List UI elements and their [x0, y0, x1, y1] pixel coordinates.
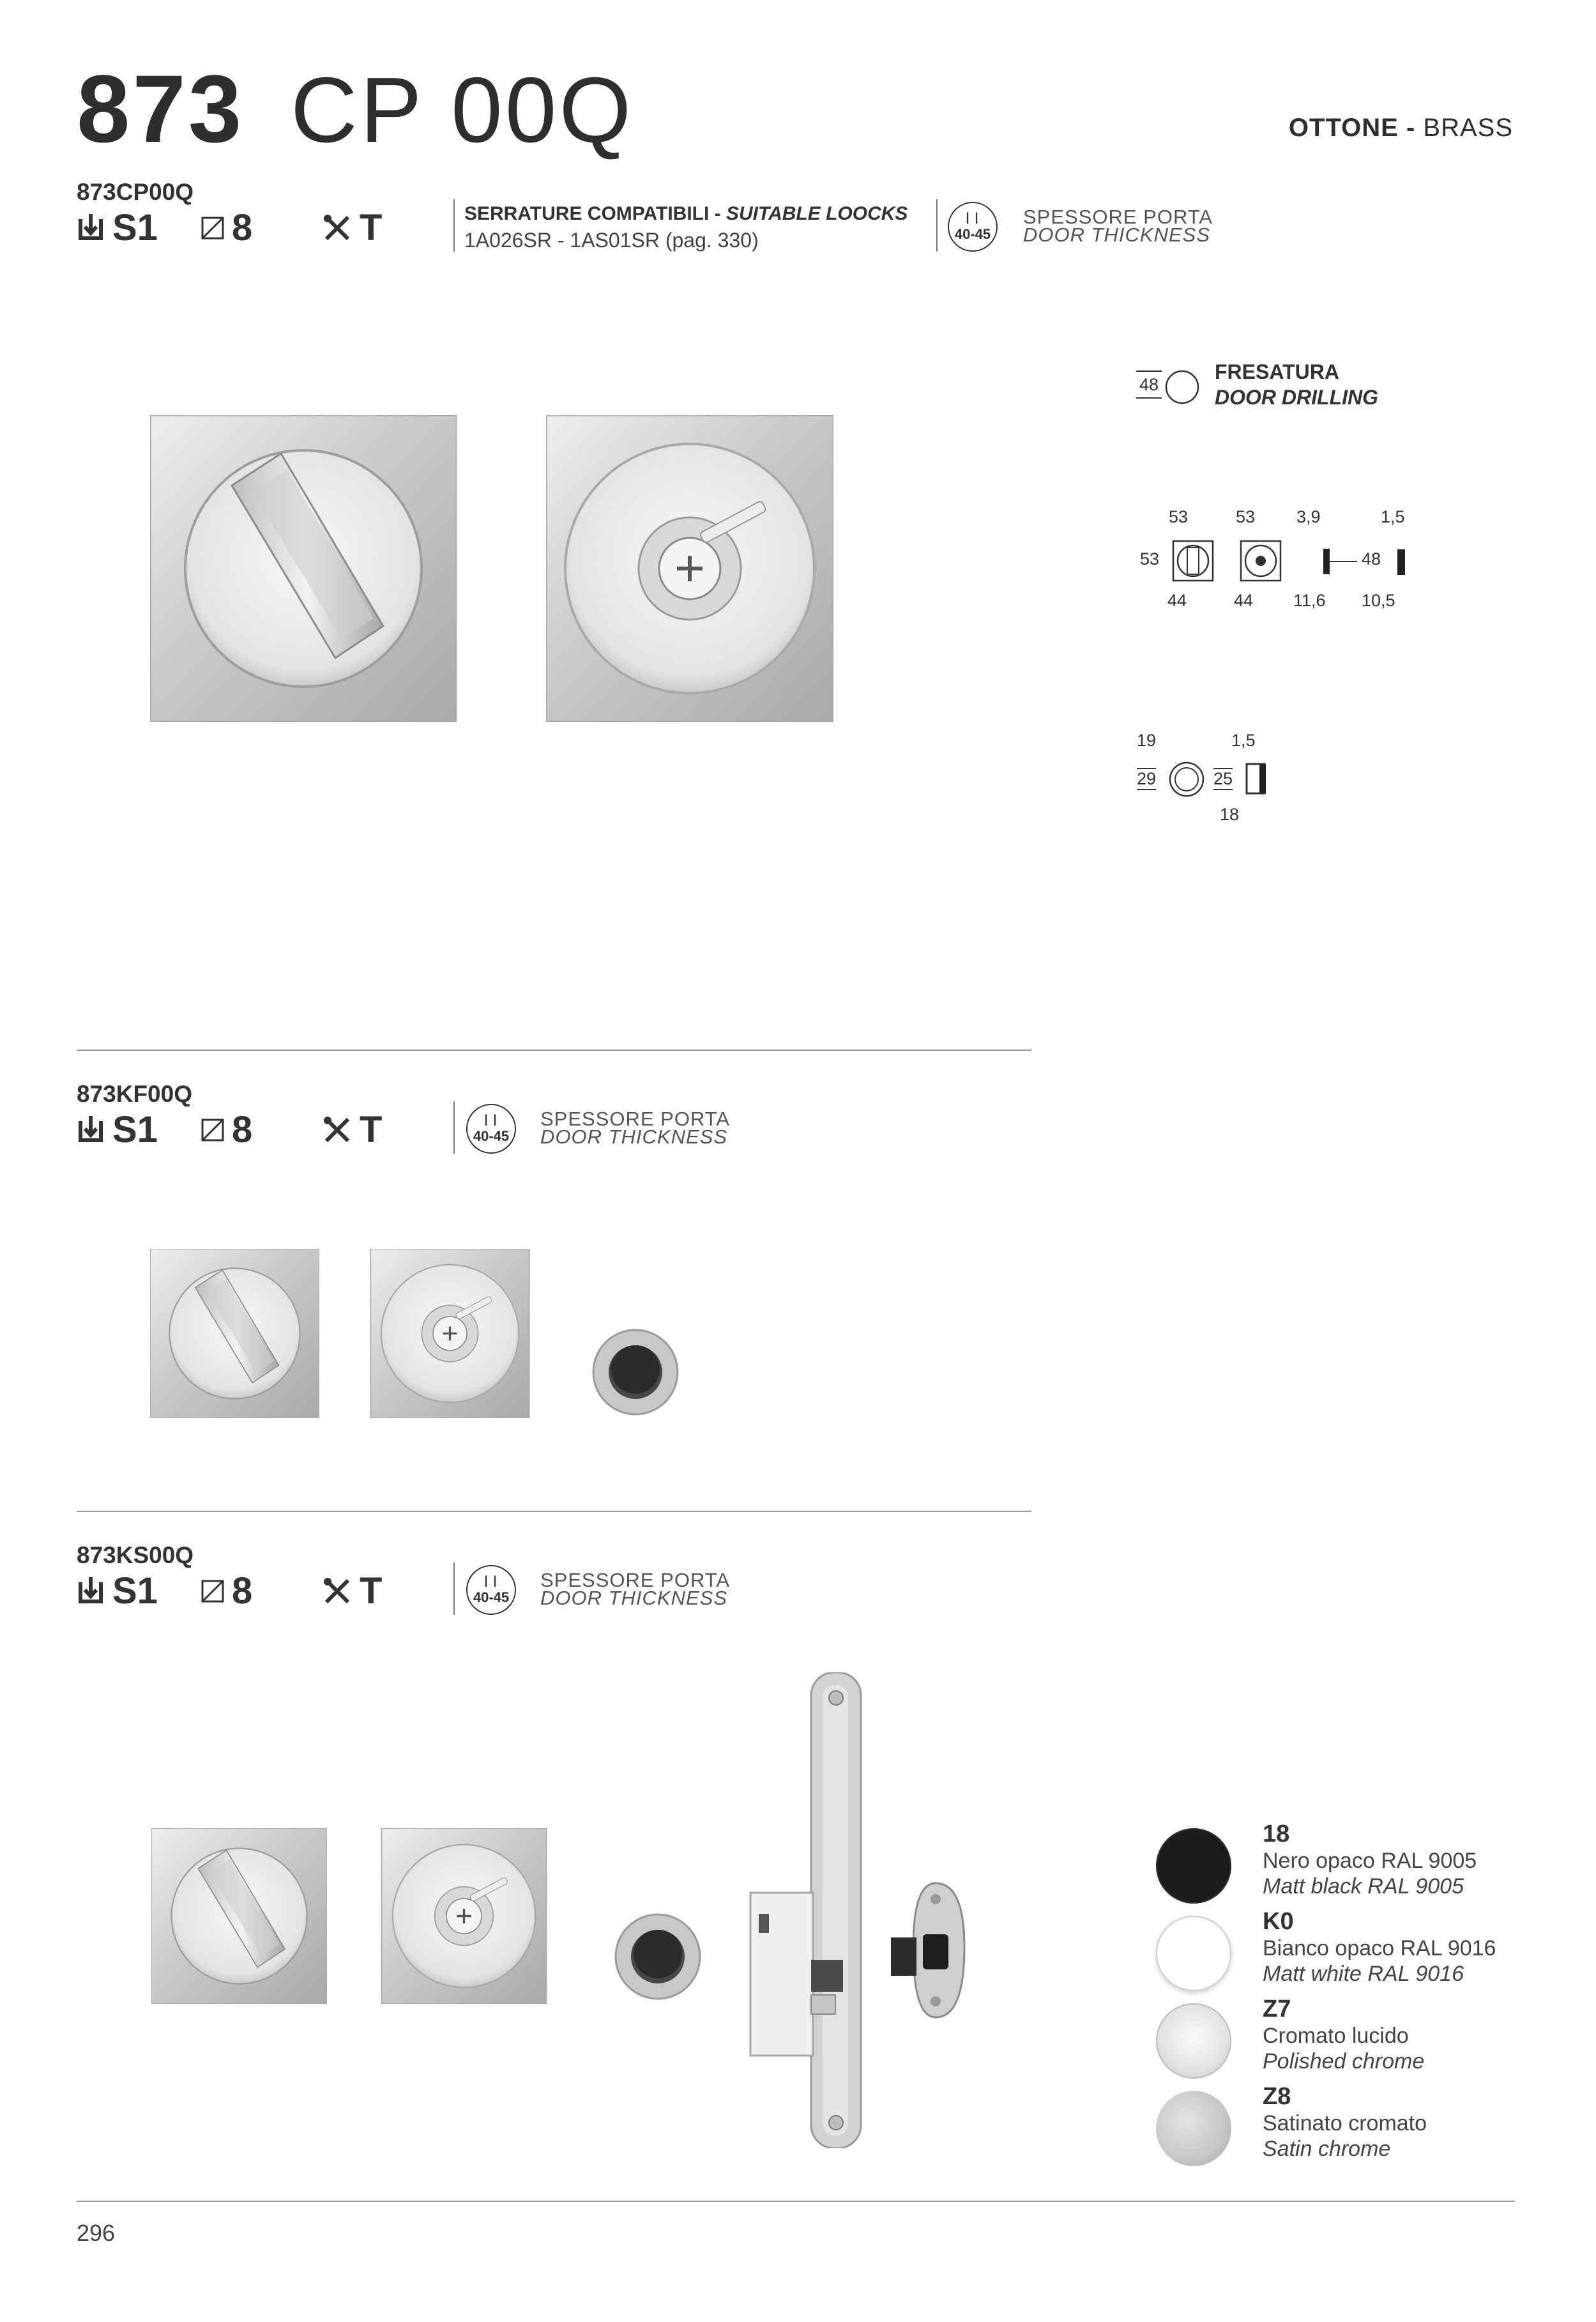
door-thickness-it: SPESSORE PORTA	[540, 1569, 731, 1591]
finish-code: Z7	[1263, 1996, 1291, 2022]
spec-square	[201, 1111, 252, 1149]
divider	[453, 199, 455, 252]
door-thickness-value: 40-45	[954, 226, 991, 242]
door-thickness-label	[1023, 208, 1213, 244]
drilling-diameter: 48	[1136, 370, 1162, 399]
door-thickness-badge: | | 40-45	[466, 1565, 516, 1615]
square-spindle-icon	[201, 1580, 224, 1603]
finish-name-it: Satinato cromato	[1263, 2111, 1427, 2135]
dim-depth: 48	[1362, 549, 1381, 569]
dim-bottom-3: 11,6	[1293, 591, 1326, 610]
dimension-drawing-pull	[1130, 728, 1296, 837]
finish-swatch-white	[1156, 1916, 1231, 1991]
finish-item	[1156, 1996, 1514, 2082]
dim-width-2: 53	[1236, 507, 1256, 526]
spec-square-value: 8	[232, 1570, 253, 1612]
drilling-label	[1215, 359, 1378, 410]
material-italian: OTTONE -	[1288, 114, 1416, 142]
finish-name-en: Matt white RAL 9016	[1263, 1962, 1464, 1986]
door-thickness-label	[540, 1110, 730, 1146]
page-number: 296	[77, 2220, 116, 2246]
dim-pull-top-1: 19	[1137, 731, 1157, 750]
door-thickness-badge: | | 40-45	[948, 202, 998, 252]
installation-icon	[77, 1115, 105, 1145]
thumbturn-plate-image	[151, 1828, 327, 2004]
spec-s-value: S1	[112, 207, 158, 248]
spec-t	[323, 1570, 383, 1612]
thumbturn-plate-image	[150, 415, 457, 722]
compatible-locks-title	[464, 203, 908, 225]
spec-s	[77, 207, 158, 248]
spec-t-value: T	[360, 1570, 383, 1612]
dim-bottom-1: 44	[1167, 591, 1187, 610]
spec-square-value: 8	[232, 207, 253, 248]
emergency-release-plate-image	[369, 1249, 531, 1418]
section-divider	[77, 1050, 1031, 1051]
spec-s	[77, 1570, 158, 1612]
finish-name-it: Cromato lucido	[1263, 2024, 1409, 2048]
tools-icon	[323, 1115, 352, 1145]
spec-square-value: 8	[232, 1109, 253, 1150]
spec-row	[77, 1111, 409, 1156]
divider	[453, 1562, 455, 1615]
tools-icon	[323, 213, 352, 243]
material-english: BRASS	[1415, 114, 1513, 142]
flush-pull-image	[591, 1327, 680, 1417]
compatible-locks-it: SERRATURE COMPATIBILI -	[464, 203, 726, 224]
door-thickness-value: 40-45	[473, 1128, 510, 1144]
finish-code: 18	[1263, 1821, 1290, 1847]
compatible-locks-en: SUITABLE LOOCKS	[726, 203, 908, 224]
tools-icon	[323, 1577, 352, 1606]
dim-width-1: 53	[1169, 507, 1189, 526]
dimension-drawing-plates	[1130, 505, 1418, 620]
finish-code: Z8	[1263, 2083, 1291, 2110]
dim-pull-bottom: 18	[1220, 805, 1240, 824]
finish-name-en: Polished chrome	[1263, 2049, 1425, 2074]
dim-pull-outer: 29	[1137, 768, 1156, 790]
door-thickness-en: DOOR THICKNESS	[540, 1587, 728, 1609]
finish-item	[1156, 2083, 1514, 2169]
door-thickness-it: SPESSORE PORTA	[540, 1108, 731, 1130]
finish-item	[1156, 1908, 1514, 1994]
spec-square	[201, 1570, 253, 1612]
title-number: 873	[77, 55, 245, 162]
material-label	[1289, 114, 1513, 142]
dim-height: 53	[1140, 549, 1160, 569]
spec-t-value: T	[360, 207, 383, 248]
finish-code: K0	[1263, 1908, 1294, 1935]
finish-swatch-satin-chrome	[1156, 2091, 1231, 2166]
drilling-circle-icon	[1164, 369, 1200, 405]
dim-bottom-2: 44	[1234, 591, 1254, 610]
finish-item	[1156, 1821, 1514, 1907]
installation-icon	[77, 213, 105, 243]
section-divider	[77, 1511, 1031, 1512]
door-thickness-label	[540, 1571, 730, 1607]
finish-name-en: Satin chrome	[1263, 2137, 1391, 2161]
product-code: 873KF00Q	[77, 1081, 192, 1107]
finish-swatch-black	[1156, 1828, 1231, 1904]
spec-row	[77, 1570, 409, 1617]
door-thickness-it: SPESSORE PORTA	[1023, 206, 1213, 228]
thumbturn-plate-image	[150, 1249, 319, 1418]
divider	[936, 199, 938, 252]
finish-name-it: Bianco opaco RAL 9016	[1263, 1936, 1496, 1960]
emergency-release-plate-image	[380, 1828, 548, 2004]
dim-pull-top-2: 1,5	[1231, 731, 1256, 750]
spec-square	[201, 207, 253, 248]
divider	[453, 1101, 455, 1154]
finish-name-it: Nero opaco RAL 9005	[1263, 1849, 1477, 1873]
dim-pull-inner: 25	[1213, 768, 1233, 790]
sliding-lock-image	[747, 1672, 977, 2148]
spec-t	[323, 1111, 382, 1149]
flush-pull-image	[613, 1912, 703, 2001]
door-thickness-en: DOOR THICKNESS	[540, 1126, 728, 1148]
dim-thick-1: 3,9	[1296, 507, 1321, 526]
dim-thick-2: 1,5	[1381, 507, 1405, 526]
spec-s-value: S1	[112, 1109, 158, 1150]
installation-icon	[77, 1576, 105, 1607]
square-spindle-icon	[201, 1119, 224, 1142]
spec-s	[77, 1111, 158, 1149]
footer-divider	[77, 2201, 1515, 2202]
spec-s-value: S1	[112, 1570, 158, 1612]
finish-swatch-polished-chrome	[1156, 2003, 1231, 2079]
spec-row	[77, 207, 409, 254]
product-code: 873KS00Q	[77, 1542, 194, 1568]
spec-t-value: T	[360, 1109, 383, 1150]
title-suffix: CP 00Q	[291, 58, 634, 162]
product-code: 873CP00Q	[77, 179, 194, 205]
finish-name-en: Matt black RAL 9005	[1263, 1874, 1464, 1898]
door-thickness-value: 40-45	[473, 1589, 510, 1605]
dim-bottom-4: 10,5	[1362, 591, 1395, 610]
door-thickness-badge: | | 40-45	[466, 1104, 516, 1154]
compatible-locks-list: 1A026SR - 1AS01SR (pag. 330)	[464, 229, 759, 252]
drilling-label-it: FRESATURA	[1215, 360, 1339, 383]
finish-list	[1156, 1821, 1514, 2165]
door-thickness-en: DOOR THICKNESS	[1023, 224, 1211, 246]
square-spindle-icon	[201, 217, 224, 240]
spec-t	[323, 207, 383, 248]
emergency-release-plate-image	[546, 415, 833, 722]
drilling-label-en: DOOR DRILLING	[1215, 386, 1378, 409]
